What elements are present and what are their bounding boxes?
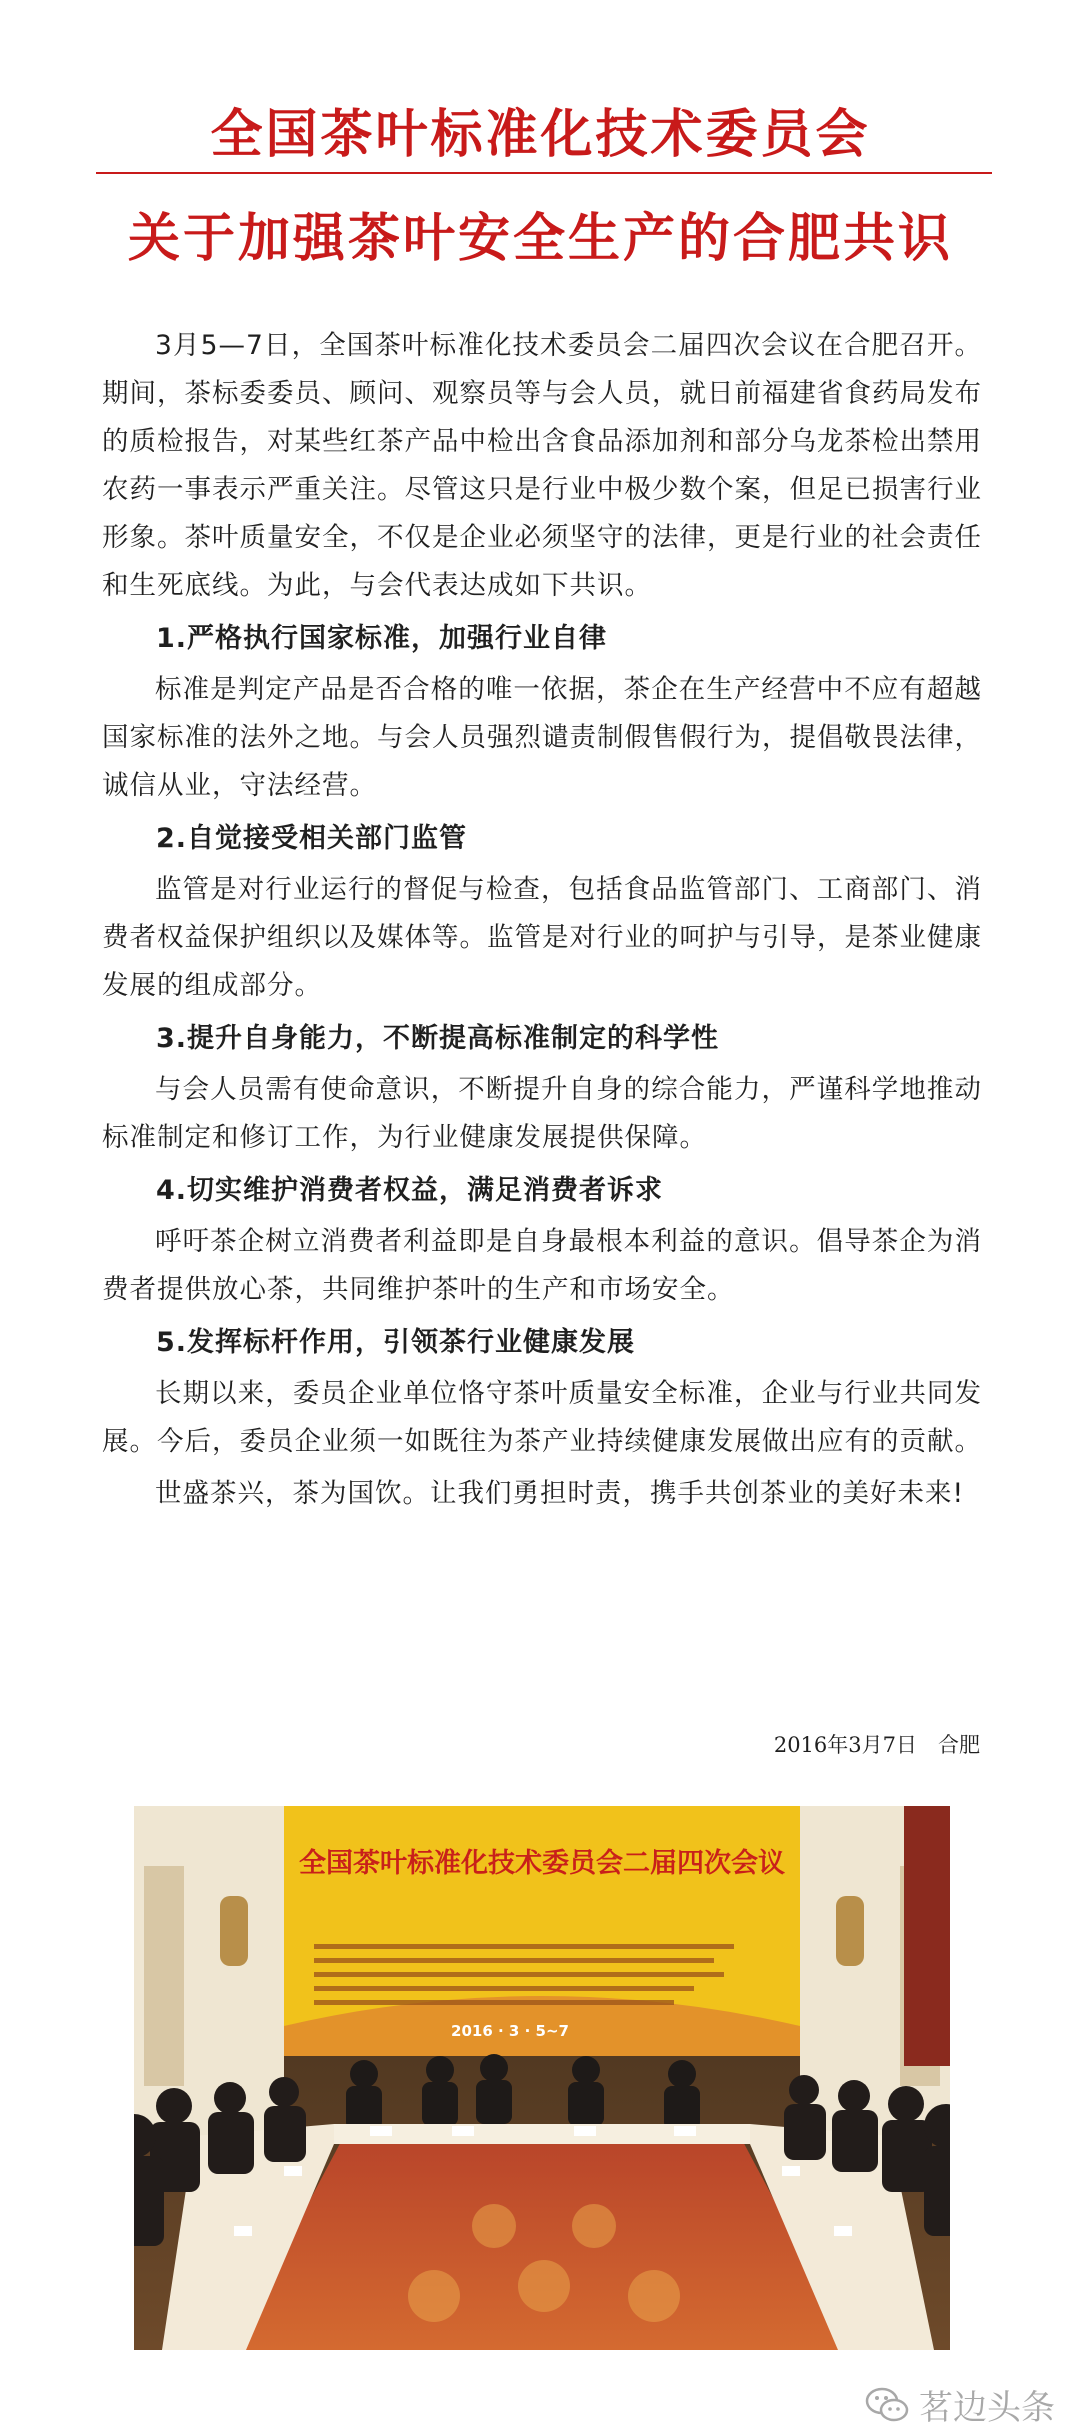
- section-heading-1: 1.严格执行国家标准，加强行业自律: [156, 623, 608, 654]
- title-line-2: 关于加强茶叶安全生产的合肥共识: [127, 208, 953, 269]
- wechat-icon: [865, 2386, 909, 2424]
- article-body: [102, 322, 982, 1518]
- section-heading-2: 2.自觉接受相关部门监管: [156, 823, 468, 854]
- banner-date: 2016 · 3 · 5~7: [451, 2022, 569, 2040]
- closing-paragraph: 世盛茶兴，茶为国饮。让我们勇担时责，携手共创茶业的美好未来!: [155, 1478, 965, 1509]
- title-divider: [96, 172, 992, 174]
- section-text-1: 标准是判定产品是否合格的唯一依据，茶企在生产经营中不应有超越国家标准的法外之地。与会人员强烈谴责制假售假行为，提倡敬畏法律，诚信从业，守法经营。: [102, 674, 982, 801]
- meeting-photo-illustration: [134, 1806, 950, 2350]
- meeting-photo: [134, 1806, 950, 2350]
- section-text-2: 监管是对行业运行的督促与检查，包括食品监管部门、工商部门、消费者权益保护组织以及媒体等。监管是对行业的呵护与引导，是茶业健康发展的组成部分。: [102, 874, 982, 1001]
- intro-paragraph: 3月5—7日，全国茶叶标准化技术委员会二届四次会议在合肥召开。期间，茶标委委员、顾问、观察员等与会人员，就日前福建省食药局发布的质检报告，对某些红茶产品中检出含食品添加剂和部分乌龙茶检出禁用农药一事表示严重关注。尽管这只是行业中极少数个案，但足已损害行业形象。茶叶质量安全，不仅是企业必须坚守的法律，更是行业的社会责任和生死底线。为此，与会代表达成如下共识。: [102, 330, 982, 601]
- section-text-3: 与会人员需有使命意识，不断提升自身的综合能力，严谨科学地推动标准制定和修订工作，为行业健康发展提供保障。: [102, 1074, 982, 1153]
- banner-title: 全国茶叶标准化技术委员会二届四次会议: [299, 1848, 785, 1879]
- section-text-5: 长期以来，委员企业单位恪守茶叶质量安全标准，企业与行业共同发展。今后，委员企业须一如既往为茶产业持续健康发展做出应有的贡献。: [102, 1378, 982, 1457]
- watermark: [865, 2380, 1055, 2429]
- section-heading-4: 4.切实维护消费者权益，满足消费者诉求: [156, 1175, 664, 1206]
- signoff-date: 2016年3月7日 合肥: [773, 1733, 980, 1757]
- section-heading-3: 3.提升自身能力，不断提高标准制定的科学性: [156, 1023, 720, 1054]
- section-heading-5: 5.发挥标杆作用，引领茶行业健康发展: [156, 1327, 636, 1358]
- watermark-text: 茗边头条: [919, 2388, 1055, 2428]
- title-line-1: 全国茶叶标准化技术委员会: [210, 104, 871, 165]
- section-text-4: 呼吁茶企树立消费者利益即是自身最根本利益的意识。倡导茶企为消费者提供放心茶，共同维护茶叶的生产和市场安全。: [102, 1226, 982, 1305]
